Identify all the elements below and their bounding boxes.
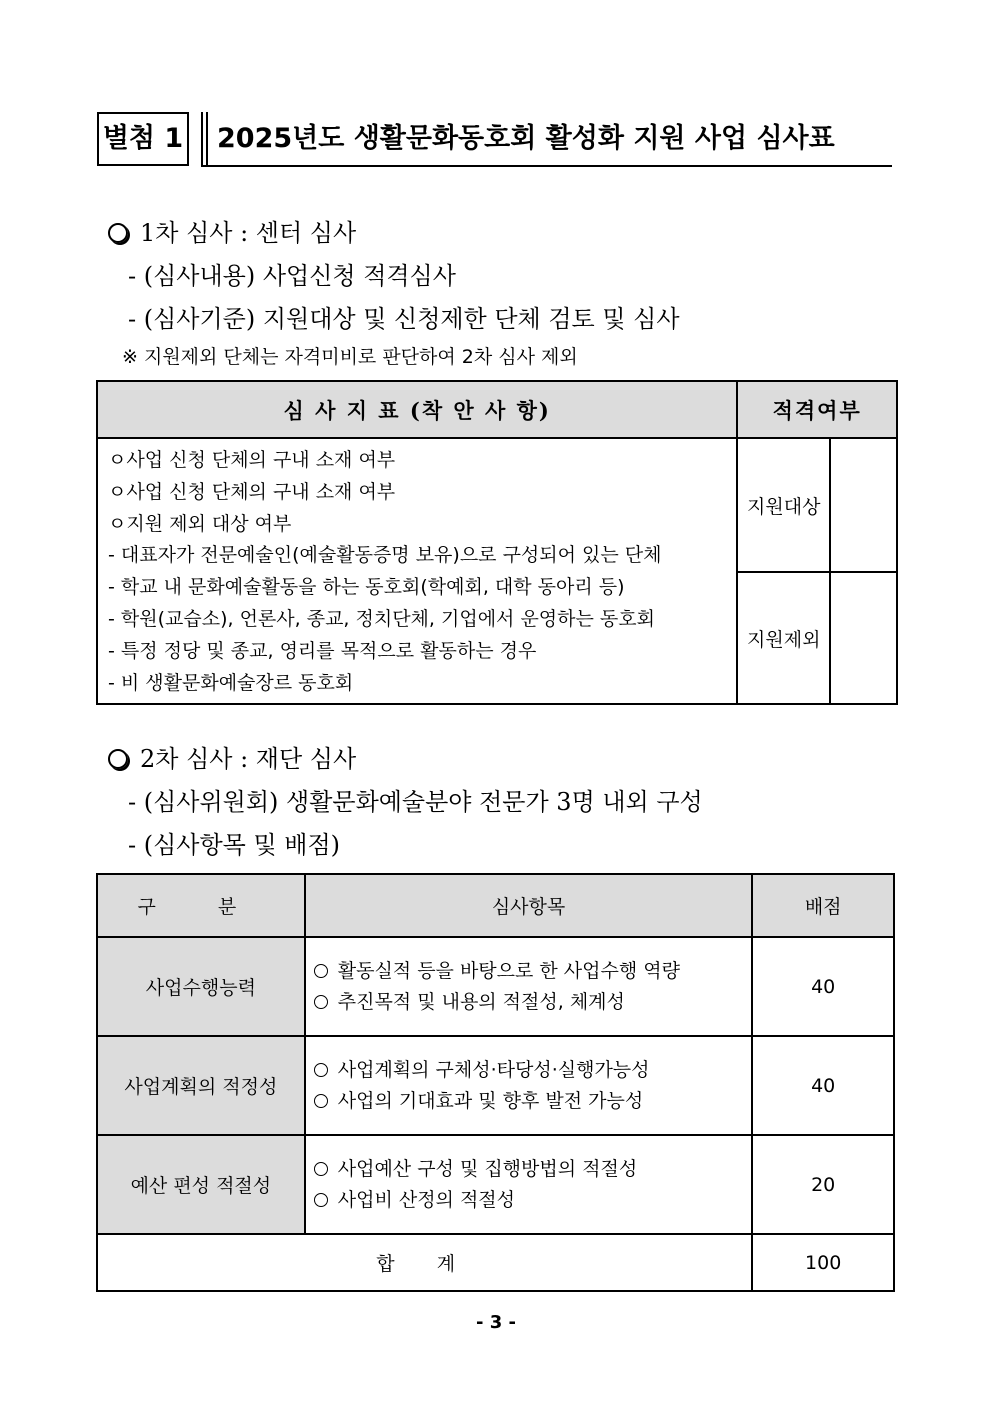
list-item: 사업예산 구성 및 집행방법의 적절성 bbox=[314, 1154, 752, 1185]
circle-bullet-icon bbox=[314, 964, 328, 978]
total-label bbox=[97, 1234, 752, 1291]
check-cell-support-target[interactable] bbox=[830, 438, 897, 572]
criteria-item: - 대표자가 전문예술인(예술활동증명 보유)으로 구성되어 있는 단체 bbox=[108, 544, 662, 567]
list-item: 사업비 산정의 적절성 bbox=[314, 1185, 752, 1216]
circle-bullet-icon bbox=[314, 995, 328, 1009]
criteria-header: 심 사 지 표 (착 안 사 항) bbox=[97, 381, 737, 438]
header-divider bbox=[201, 112, 203, 167]
section1-item: - (심사기준) 지원대상 및 신청제한 단체 검토 및 심사 bbox=[128, 305, 680, 333]
list-item: 사업계획의 구체성·타당성·실행가능성 bbox=[314, 1055, 752, 1086]
circle-bullet-icon bbox=[108, 749, 128, 769]
section1-heading-text: 1차 심사 : 센터 심사 bbox=[140, 219, 357, 247]
category-header bbox=[97, 874, 305, 937]
score-cell: 40 bbox=[752, 937, 894, 1036]
items-cell bbox=[305, 1135, 753, 1234]
items-cell bbox=[305, 1036, 753, 1135]
total-score: 100 bbox=[752, 1234, 894, 1291]
score-cell: 40 bbox=[752, 1036, 894, 1135]
check-cell-support-excluded[interactable] bbox=[830, 572, 897, 704]
section2-item: - (심사항목 및 배점) bbox=[128, 831, 341, 859]
criteria-item: - 학교 내 문화예술활동을 하는 동호회(학예회, 대학 동아리 등) bbox=[108, 576, 625, 599]
criteria-item: ㅇ지원 제외 대상 여부 bbox=[108, 512, 292, 535]
category-cell: 사업계획의 적정성 bbox=[97, 1036, 305, 1135]
items-header: 심사항목 bbox=[305, 874, 753, 937]
page-number: - 3 - bbox=[476, 1312, 516, 1333]
criteria-item: ㅇ사업 신청 단체의 구내 소재 여부 bbox=[108, 480, 396, 503]
circle-bullet-icon bbox=[314, 1063, 328, 1077]
total-label-text: 합 계 bbox=[376, 1253, 474, 1275]
section1-note: ※ 지원제외 단체는 자격미비로 판단하여 2차 심사 제외 bbox=[122, 346, 578, 368]
scoring-table bbox=[96, 873, 895, 1292]
first-review-table bbox=[96, 380, 898, 705]
list-item: 추진목적 및 내용의 적절성, 체계성 bbox=[314, 987, 752, 1018]
section2-heading bbox=[108, 739, 356, 774]
circle-bullet-icon bbox=[314, 1162, 328, 1176]
circle-bullet-icon bbox=[314, 1193, 328, 1207]
score-cell: 20 bbox=[752, 1135, 894, 1234]
criteria-item: ㅇ사업 신청 단체의 구내 소재 여부 bbox=[108, 449, 396, 471]
criteria-list bbox=[97, 438, 737, 704]
option-support-target: 지원대상 bbox=[737, 438, 830, 572]
circle-bullet-icon bbox=[108, 223, 128, 243]
category-cell: 사업수행능력 bbox=[97, 937, 305, 1036]
header-divider bbox=[206, 112, 208, 167]
list-item: 활동실적 등을 바탕으로 한 사업수행 역량 bbox=[314, 956, 752, 987]
attachment-badge: 별첨 1 bbox=[97, 112, 189, 166]
section2-heading-text: 2차 심사 : 재단 심사 bbox=[140, 745, 357, 773]
score-header: 배점 bbox=[752, 874, 894, 937]
items-cell bbox=[305, 937, 753, 1036]
criteria-item: - 비 생활문화예술장르 동호회 bbox=[108, 671, 354, 694]
criteria-item: - 특정 정당 및 종교, 영리를 목적으로 활동하는 경우 bbox=[108, 639, 537, 662]
criteria-item: - 학원(교습소), 언론사, 종교, 정치단체, 기업에서 운영하는 동호회 bbox=[108, 607, 655, 630]
list-item: 사업의 기대효과 및 향후 발전 가능성 bbox=[314, 1086, 752, 1117]
circle-bullet-icon bbox=[314, 1094, 328, 1108]
option-support-excluded: 지원제외 bbox=[737, 572, 830, 704]
category-header-text: 구 분 bbox=[137, 896, 265, 918]
eligibility-header: 적격여부 bbox=[737, 381, 897, 438]
section2-item: - (심사위원회) 생활문화예술분야 전문가 3명 내외 구성 bbox=[128, 788, 703, 816]
category-cell: 예산 편성 적절성 bbox=[97, 1135, 305, 1234]
section1-item: - (심사내용) 사업신청 적격심사 bbox=[128, 262, 456, 290]
attachment-header bbox=[97, 112, 892, 168]
section1-heading bbox=[108, 213, 356, 248]
page-title: 2025년도 생활문화동호회 활성화 지원 사업 심사표 bbox=[217, 123, 835, 154]
